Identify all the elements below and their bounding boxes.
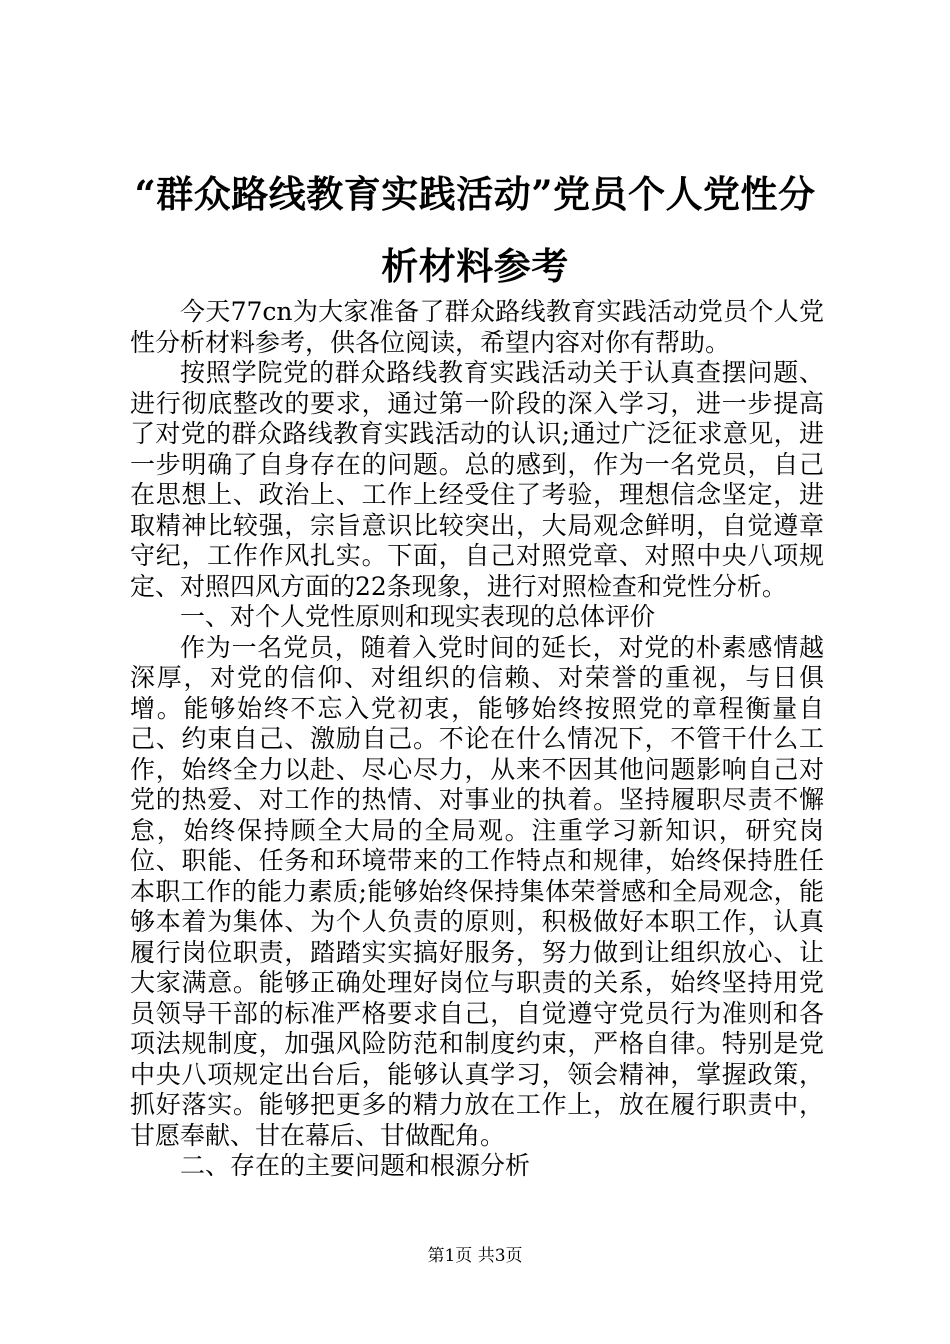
document-body: [130, 297, 824, 1182]
document-title: “群众路线教育实践活动”党员个人党性分析材料参考: [134, 172, 816, 288]
section-heading-1: 一、对个人党性原则和现实表现的总体评价: [180, 602, 656, 631]
paragraph-intro: 今天77cn为大家准备了群众路线教育实践活动党员个人党性分析材料参考，供各位阅读，希望内容对你有帮助。: [130, 297, 824, 357]
page-number-footer: 第1页 共3页: [427, 1246, 523, 1266]
section-heading-2: 二、存在的主要问题和根源分析: [180, 1151, 531, 1180]
paragraph-evaluation: 作为一名党员，随着入党时间的延长，对党的朴素感情越深厚，对党的信仰、对组织的信赖、对荣誉的重视，与日俱增。能够始终不忘入党初衷，能够始终按照党的章程衡量自己、约束自己、激励自己。不论在什么情况下，不管干什么工作，始终全力以赴、尽心尽力，从来不因其他问题影响自己对党的热爱、对工作的热情、对事业的执着。坚持履职尽责不懈怠，始终保持顾全大局的全局观。注重学习新知识，研究岗位、职能、任务和环境带来的工作特点和规律，始终保持胜任本职工作的能力素质;能够始终保持集体荣誉感和全局观念，能够本着为集体、为个人负责的原则，积极做好本职工作，认真履行岗位职责，踏踏实实搞好服务，努力做到让组织放心、让大家满意。能够正确处理好岗位与职责的关系，始终坚持用党员领导干部的标准严格要求自己，自觉遵守党员行为准则和各项法规制度，加强风险防范和制度约束，严格自律。特别是党中央八项规定出台后，能够认真学习，领会精神，掌握政策，抓好落实。能够把更多的精力放在工作上，放在履行职责中，甘愿奉献、甘在幕后、甘做配角。: [130, 632, 824, 1150]
paragraph-overview: 按照学院党的群众路线教育实践活动关于认真查摆问题、进行彻底整改的要求，通过第一阶段的深入学习，进一步提高了对党的群众路线教育实践活动的认识;通过广泛征求意见，进一步明确了自身存在的问题。总的感到，作为一名党员，自己在思想上、政治上、工作上经受住了考验，理想信念坚定，进取精神比较强，宗旨意识比较突出，大局观念鲜明，自觉遵章守纪，工作作风扎实。下面，自己对照党章、对照中央八项规定、对照四风方面的22条现象，进行对照检查和党性分析。: [130, 358, 824, 601]
